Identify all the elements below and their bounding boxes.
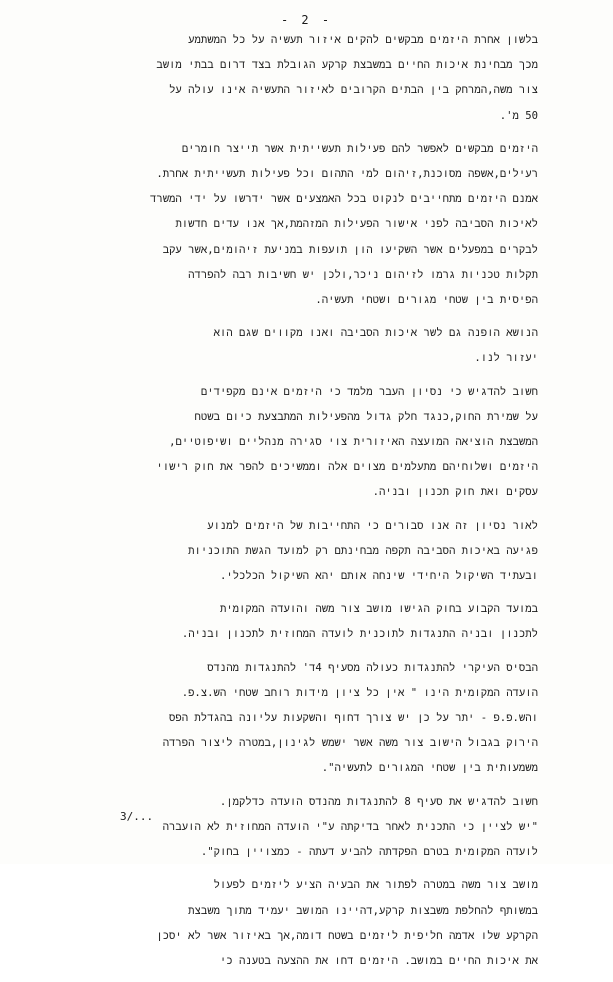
text-line: במועד הקבוע בחוק הגישו מושב צור משה והועדה המקומית — [219, 603, 538, 616]
text-line: הפיסית בין שטחי מגורים ושטחי תעשיה. — [315, 294, 538, 307]
text-line: בלשון אחרת היזמים מבקשים להקים איזור תעשיה על כל המשתמע — [188, 34, 538, 46]
paragraph — [104, 790, 538, 866]
paragraph — [104, 380, 538, 506]
text-line: הבסיס העיקרי להתנגדות כעולה מסעיף 4ד' להתנגדות מהנדס — [207, 661, 538, 674]
text-line: הקרקע שלו אדמה חליפית ליזמים בשטח דומה,אך באיזור אשר לא יסכן — [156, 929, 538, 942]
text-line: "יש לציין כי התכנית לאחר בדיקתה ע"י הועדה המחוזית לא הועברה — [162, 820, 538, 833]
text-line: המשבצת הוציאה המועצה האיזורית צוי סגירה מנהליים ושיפוטיים, — [169, 436, 538, 449]
paragraph — [104, 514, 538, 590]
page-number: - 2 - — [280, 13, 333, 27]
paragraph — [104, 321, 538, 371]
text-line: מכך מבחינת איכות החיים במשבצת קרקע הגובלת בצד דרום בבתי מושב — [156, 59, 538, 72]
text-line: הנושא הופנה גם לשר איכות הסביבה ואנו מקווים שגם הוא — [213, 327, 538, 340]
text-line: היזמים מבקשים לאפשר להם פעילות תעשייתית אשר תייצר חומרים — [181, 142, 538, 155]
text-line: הירוק בגבול הישוב צור משה אשר ישמש לגינון,במטרה ליצור הפרדה — [162, 737, 538, 750]
text-line: פגיעה באיכות הסביבה תקפה מבחינתם רק למועד הגשת התוכניות — [188, 544, 538, 557]
text-line: משמעותית בין שטחי המגורים לתעשיה". — [321, 762, 538, 775]
text-line: צור משה,המרחק בין הבתים הקרובים לאיזור התעשיה אינו עולה על — [169, 84, 538, 97]
text-line: לועדה המקומית בטרם הפקדתה להביע דעתה - כמצויין בחוק". — [200, 846, 538, 859]
paragraph — [104, 28, 538, 129]
text-line: לאור נסיון זה אנו סבורים כי התחייבות של היזמים למנוע — [207, 519, 538, 532]
paragraph — [104, 137, 538, 313]
paragraph — [104, 873, 538, 974]
text-line: רעילים,אשפה מסוכנת,זיהום למי התהום וכל פעילות תעשייתית אחרת. — [156, 168, 538, 181]
text-line: יעזור לנו. — [474, 352, 538, 365]
text-line: לתכנון ובניה התנגדות לתוכנית לועדה המחוזית לתכנון ובניה. — [181, 628, 538, 641]
text-line: 50 מ'. — [499, 109, 538, 122]
text-line: במשותף להחלפת משבצות קרקע,דהיינו המושב יעמיד מתוך משבצת — [188, 904, 538, 917]
text-line: היזמים ושלוחיהם מתעלמים מצוים אלה וממשיכים להפר את חוק רישוי — [156, 461, 538, 474]
text-line: תקלות טכניות גרמו לזיהום ניכר,ולכן יש חשיבות רבה להפרדה — [188, 268, 538, 281]
letter-body — [104, 28, 538, 982]
paragraph — [104, 597, 538, 647]
continuation-marker: 3/... — [120, 810, 154, 823]
text-line: על שמירת החוק,כנגד חלק גדול מהפעילות המתבצעת כיום בשטח — [194, 410, 538, 423]
text-line: אמנם היזמים מתחייבים לנקוט בכל האמצעים אשר ידרשו על ידי המשרד — [149, 193, 538, 206]
text-line: חשוב להדגיש את סעיף 8 להתנגדות מהנדס הועדה כדלקמן. — [219, 795, 538, 808]
text-line: חשוב להדגיש כי נסיון העבר מלמד כי היזמים אינם מקפידים — [200, 385, 538, 398]
text-line: לבקרים במפעלים אשר השקיעו הון תועפות במניעת זיהומים,אשר עקב — [162, 243, 538, 256]
text-line: ובעתיד השיקול היחידי שינחה אותם יהא השיקול הכלכלי. — [219, 570, 538, 583]
text-line: לאיכות הסביבה לפני אישור הפעילות המזהמת,אך אנו עדים חדשות — [175, 218, 538, 231]
text-line: את איכות החיים במושב. היזמים דחו את ההצעה בטענה כי — [219, 954, 538, 967]
text-line: מושב צור משה במטרה לפתור את הבעיה הציע ליזמים לפעול — [213, 879, 538, 892]
text-line: הועדה המקומית הינו " אין כל ציון מידות רוחב שטחי הש.צ.פ. — [181, 686, 538, 699]
text-line: והש.פ.פ - יתר על כן יש צורך דחוף והשקעות עליונה בהגדלת הפס — [168, 712, 538, 725]
text-line: עסקים ואת חוק תכנון ובניה. — [372, 486, 538, 499]
paragraph — [104, 656, 538, 782]
